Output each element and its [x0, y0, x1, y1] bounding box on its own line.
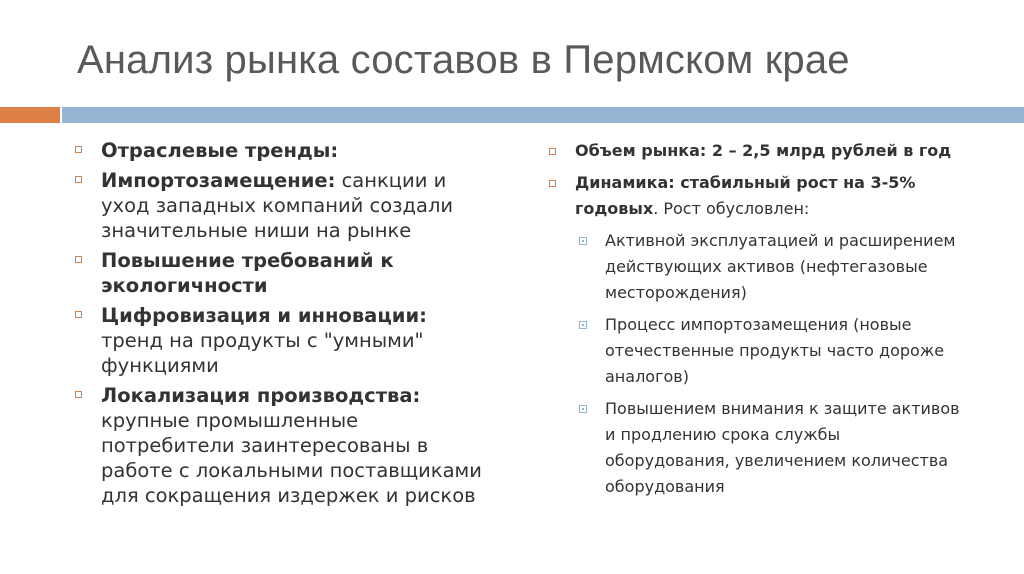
- bullet-heading: Повышение требований к экологичности: [101, 249, 394, 297]
- square-bullet-icon: [549, 180, 556, 187]
- square-sub-bullet-icon: [579, 321, 587, 329]
- left-column: [74, 138, 494, 513]
- square-bullet-icon: [75, 256, 82, 263]
- slide-title: Анализ рынка составов в Пермском крае: [77, 38, 850, 82]
- square-sub-bullet-icon: [579, 405, 587, 413]
- square-bullet-icon: [75, 311, 82, 318]
- sub-bullet-import-process: [576, 312, 968, 390]
- sub-bullet-exploitation: [576, 228, 968, 306]
- bullet-heading: Локализация производства:: [101, 384, 421, 407]
- bullet-import-substitution: [74, 168, 494, 243]
- bullet-heading: Объем рынка: 2 – 2,5 млрд рублей в год: [575, 141, 952, 160]
- bullet-text: санкции и уход западных компаний создали значительные ниши на рынке: [101, 169, 454, 242]
- right-column: [548, 138, 968, 506]
- bullet-heading: Цифровизация и инновации:: [101, 304, 427, 327]
- bullet-market-volume: [548, 138, 968, 164]
- bullet-dynamics: [548, 170, 968, 222]
- sub-bullet-text: Повышением внимания к защите активов и продлению срока службы оборудования, увеличением количества оборудования: [605, 399, 960, 496]
- accent-bar-blue: [62, 107, 1024, 123]
- bullet-ecology: [74, 248, 494, 298]
- sub-bullet-text: Процесс импортозамещения (новые отечественные продукты часто дороже аналогов): [605, 315, 945, 386]
- square-sub-bullet-icon: [579, 237, 587, 245]
- square-bullet-icon: [75, 391, 82, 398]
- sub-bullet-text: Активной эксплуатацией и расширением действующих активов (нефтегазовые месторождения): [605, 231, 956, 302]
- bullet-text: крупные промышленные потребители заинтересованы в работе с локальными поставщиками для сокращения издержек и рисков: [101, 409, 482, 507]
- bullet-industry-trends: [74, 138, 494, 163]
- square-bullet-icon: [75, 176, 82, 183]
- growth-reasons-list: [548, 228, 968, 500]
- bullet-text: тренд на продукты с "умными" функциями: [101, 329, 424, 377]
- bullet-heading: Динамика: стабильный рост на 3-5% годовых: [575, 173, 916, 218]
- bullet-heading: Отраслевые тренды:: [101, 139, 339, 162]
- bullet-heading: Импортозамещение:: [101, 169, 336, 192]
- bullet-text: . Рост обусловлен:: [653, 199, 810, 218]
- bullet-digitalization: [74, 303, 494, 378]
- square-bullet-icon: [549, 148, 556, 155]
- square-bullet-icon: [75, 146, 82, 153]
- sub-bullet-asset-protection: [576, 396, 968, 500]
- bullet-localization: [74, 383, 494, 508]
- accent-bar-orange: [0, 107, 60, 123]
